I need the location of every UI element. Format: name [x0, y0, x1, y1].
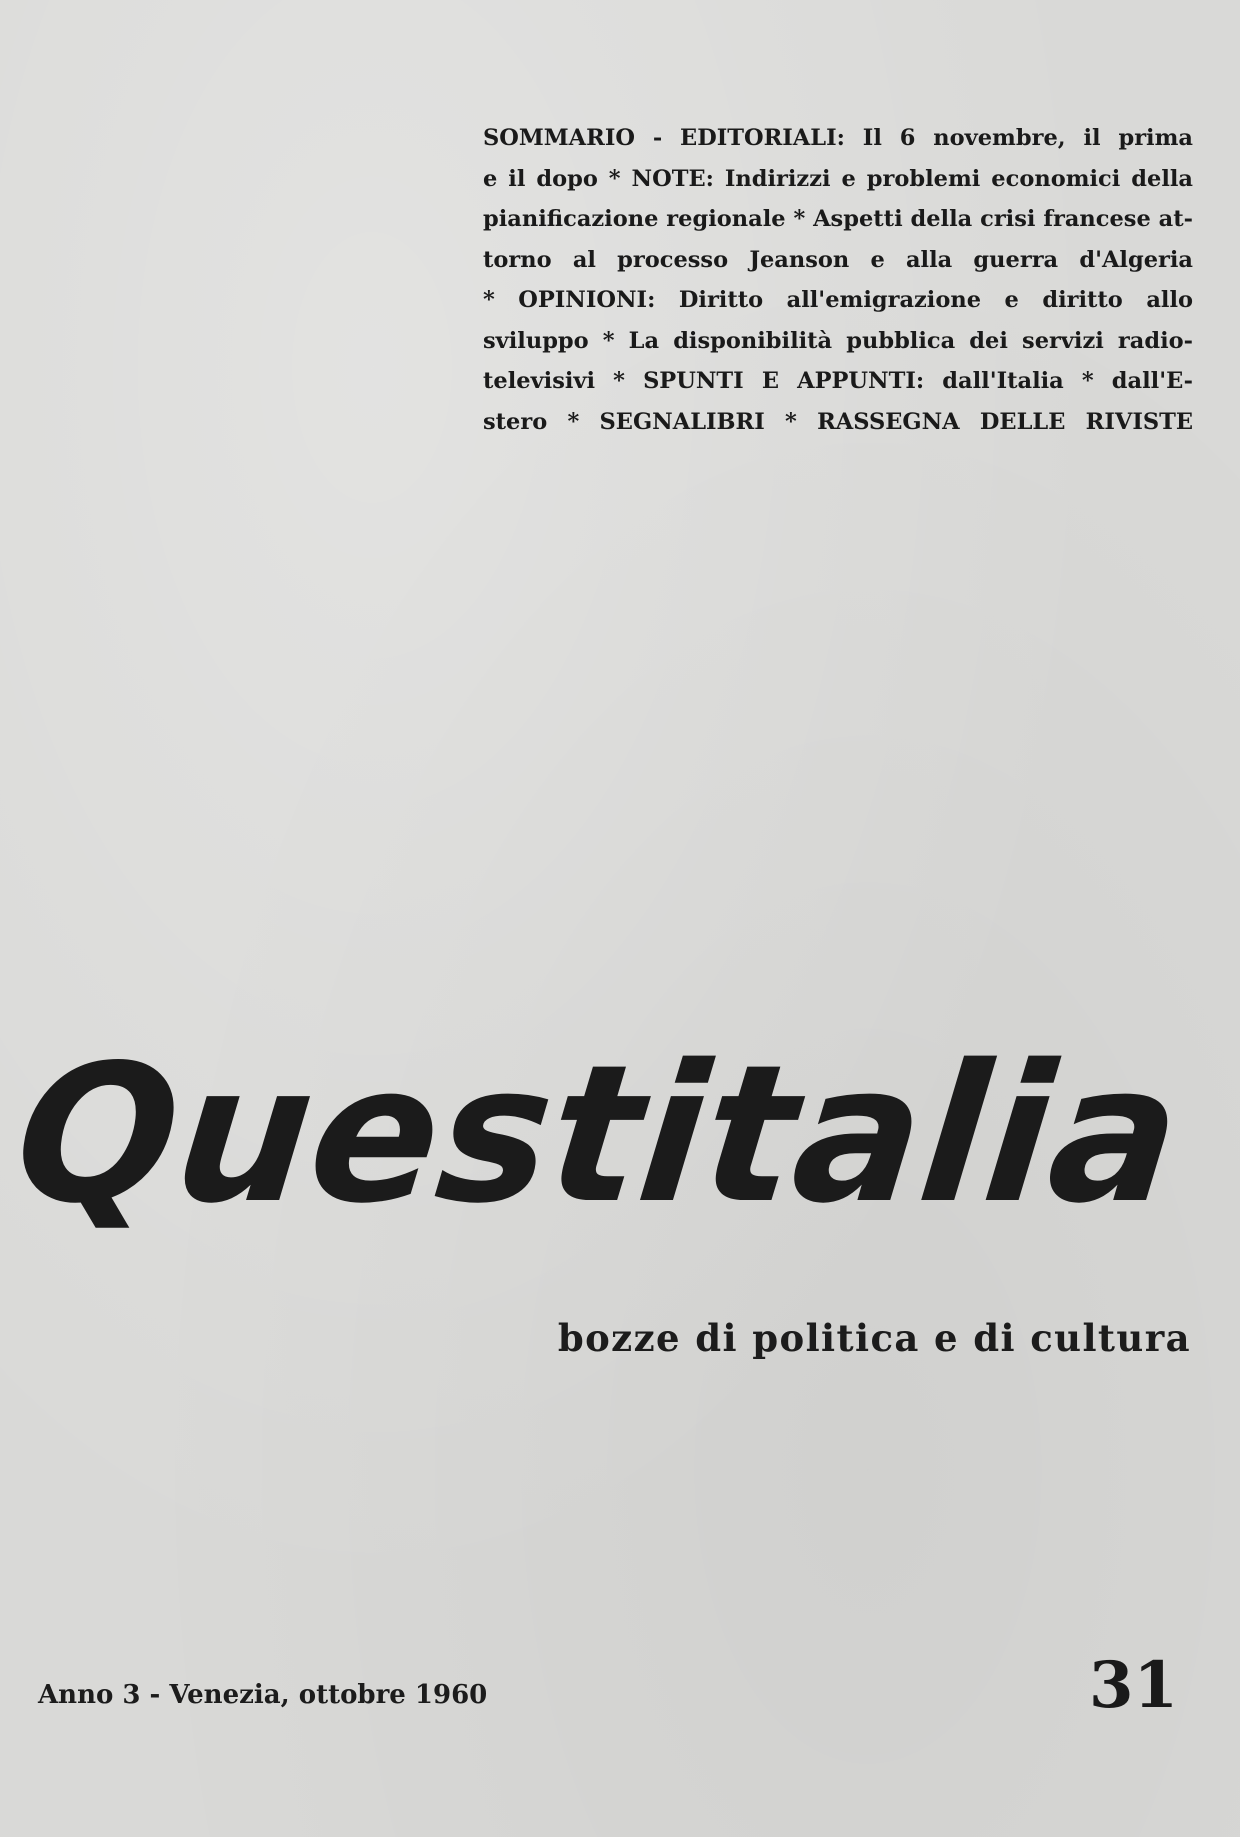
- issue-info: Anno 3 - Venezia, ottobre 1960: [38, 1680, 488, 1710]
- toc-line: stero * SEGNALIBRI * RASSEGNA DELLE RIVISTE: [483, 408, 1193, 435]
- toc-line: SOMMARIO - EDITORIALI: Il 6 novembre, il prima: [483, 125, 1193, 151]
- table-of-contents: [483, 118, 1193, 442]
- toc-line: torno al processo Jeanson e alla guerra d'Algeria: [483, 246, 1193, 273]
- toc-line: televisivi * SPUNTI E APPUNTI: dall'Italia * dall'E-: [483, 368, 1193, 394]
- issue-number: 31: [1088, 1648, 1178, 1723]
- toc-line: pianificazione regionale * Aspetti della crisi francese at-: [483, 206, 1193, 232]
- toc-line: * OPINIONI: Diritto all'emigrazione e diritto allo: [483, 287, 1193, 313]
- toc-line: e il dopo * NOTE: Indirizzi e problemi economici della: [483, 165, 1193, 192]
- masthead: [6, 1023, 1208, 1250]
- toc-line: sviluppo * La disponibilità pubblica dei servizi radio-: [483, 327, 1193, 354]
- masthead-title: Questitalia: [6, 1023, 1202, 1245]
- subtitle: bozze di politica e di cultura: [557, 1316, 1191, 1360]
